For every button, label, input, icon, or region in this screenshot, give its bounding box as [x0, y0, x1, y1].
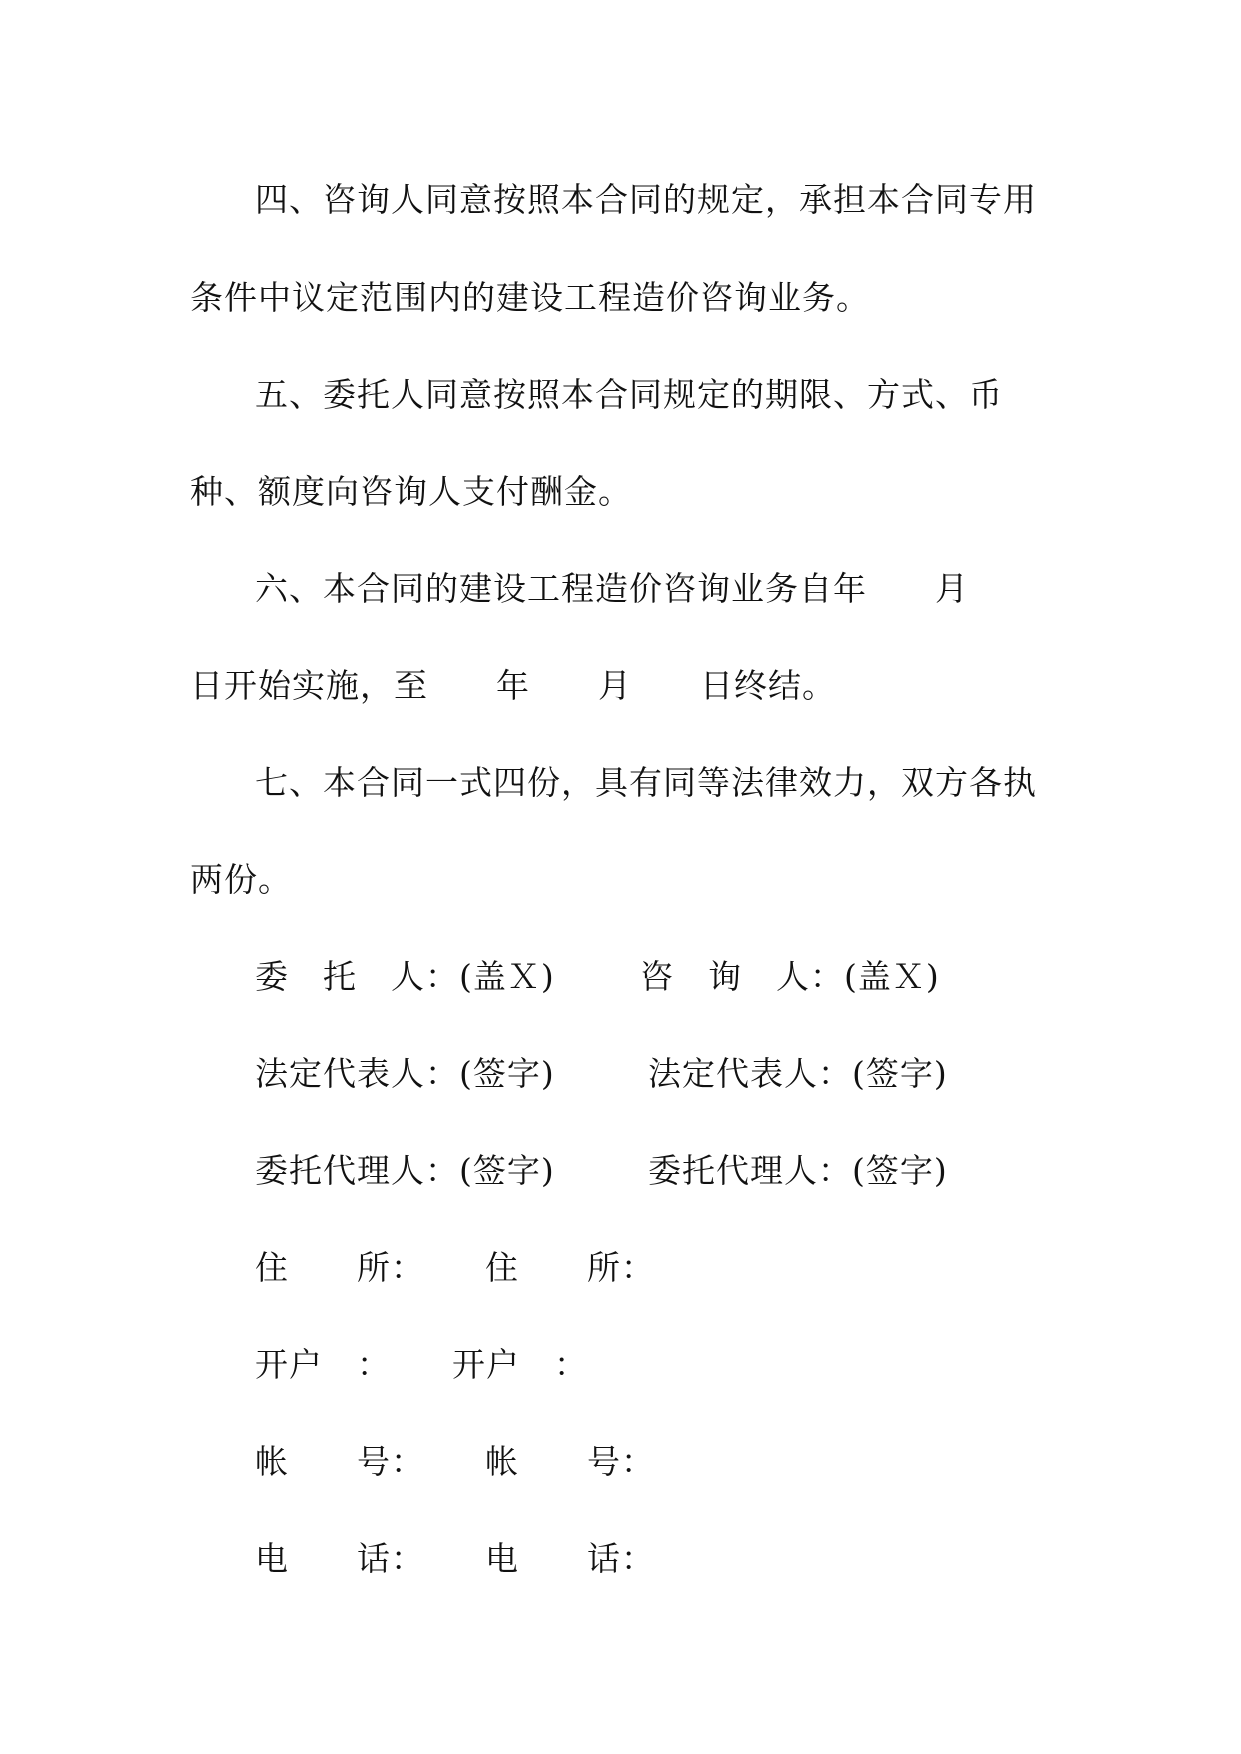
- clause-seven-line-2: 两份。: [190, 860, 292, 899]
- client-agent-label: 委托代理人：(签字): [255, 1151, 555, 1190]
- client-address-label: 住 所：: [255, 1248, 425, 1287]
- consultant-address-label: 住 所：: [485, 1248, 655, 1287]
- clause-four-line-2: 条件中议定范围内的建设工程造价咨询业务。: [190, 278, 870, 317]
- client-bank-label: 开户 ：: [255, 1345, 391, 1384]
- clause-seven-line-1: 七、本合同一式四份，具有同等法律效力，双方各执: [255, 763, 1037, 802]
- client-legal-rep-label: 法定代表人：(签字): [255, 1054, 555, 1093]
- client-seal-label: 委 托 人：(盖Ｘ): [255, 957, 555, 996]
- clause-five-line-2: 种、额度向咨询人支付酬金。: [190, 472, 632, 511]
- consultant-phone-label: 电 话：: [485, 1539, 655, 1578]
- consultant-seal-label: 咨 询 人：(盖Ｘ): [640, 957, 940, 996]
- clause-six-line-2: 日开始实施，至 年 月 日终结。: [190, 666, 836, 705]
- client-account-label: 帐 号：: [255, 1442, 425, 1481]
- clause-four-line-1: 四、咨询人同意按照本合同的规定，承担本合同专用: [255, 180, 1037, 219]
- consultant-agent-label: 委托代理人：(签字): [648, 1151, 948, 1190]
- client-phone-label: 电 话：: [255, 1539, 425, 1578]
- clause-five-line-1: 五、委托人同意按照本合同规定的期限、方式、币: [255, 375, 1003, 414]
- consultant-legal-rep-label: 法定代表人：(签字): [648, 1054, 948, 1093]
- clause-six-line-1: 六、本合同的建设工程造价咨询业务自年 月: [255, 569, 969, 608]
- consultant-account-label: 帐 号：: [485, 1442, 655, 1481]
- consultant-bank-label: 开户 ：: [452, 1345, 588, 1384]
